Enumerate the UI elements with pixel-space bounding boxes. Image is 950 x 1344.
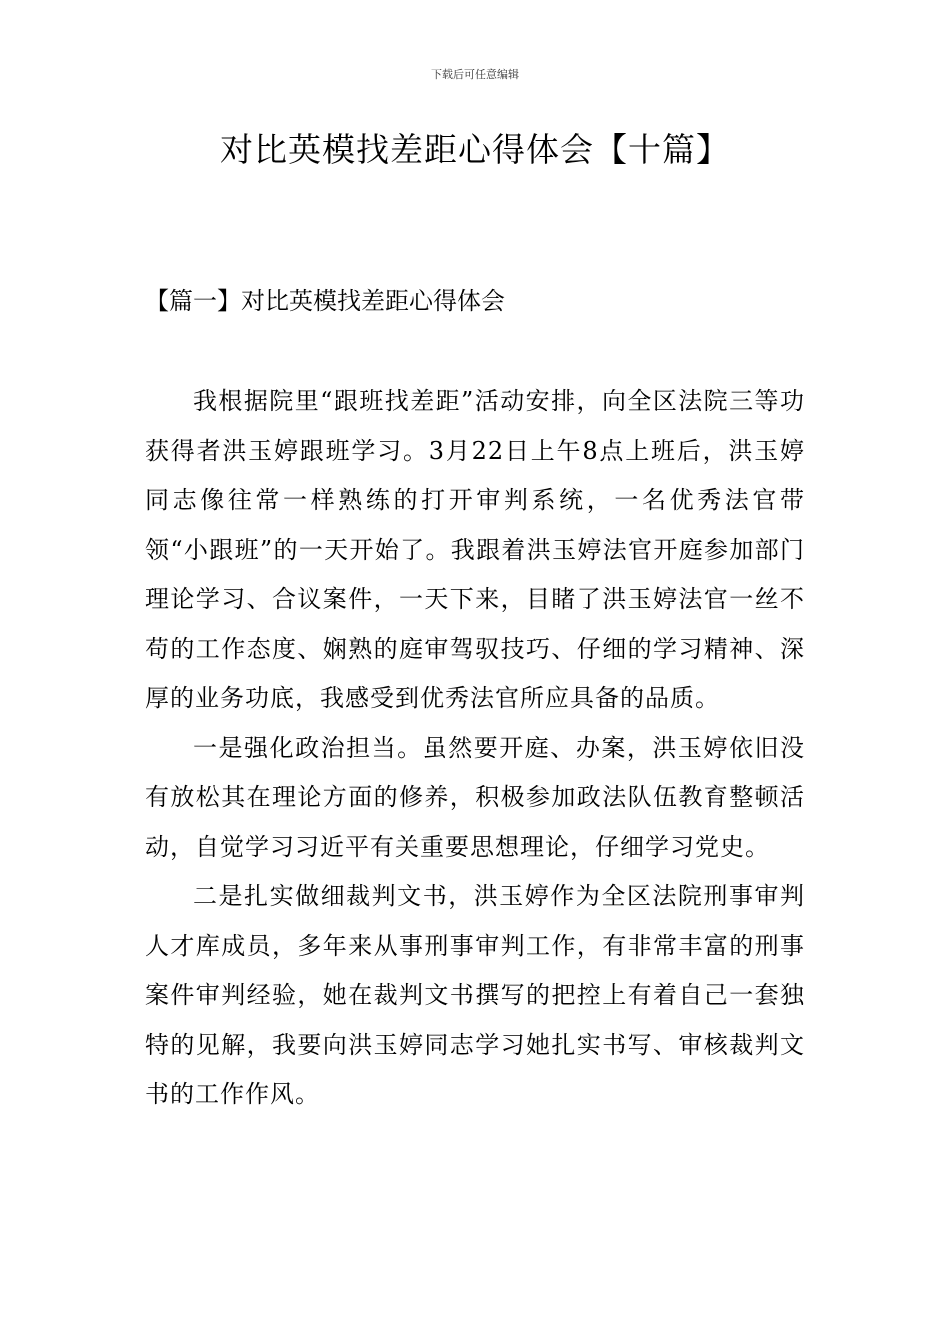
page-header-note: 下载后可任意编辑 [431, 68, 519, 81]
paragraph-2: 一是强化政治担当。虽然要开庭、办案，洪玉婷依旧没有放松其在理论方面的修养，积极参加政法队伍教育整顿活动，自觉学习习近平有关重要思想理论，仔细学习党史。 [145, 733, 805, 861]
document-body [145, 377, 805, 1120]
paragraph-1: 我根据院里“跟班找差距”活动安排，向全区法院三等功获得者洪玉婷跟班学习。3月22日上午8点上班后，洪玉婷同志像往常一样熟练的打开审判系统，一名优秀法官带领“小跟班”的一天开始了。我跟着洪玉婷法官开庭参加部门理论学习、合议案件，一天下来，目睹了洪玉婷法官一丝不苟的工作态度、娴熟的庭审驾驭技巧、仔细的学习精神、深厚的业务功底，我感受到优秀法官所应具备的品质。 [145, 387, 805, 712]
document-title: 对比英模找差距心得体会【十篇】 [220, 130, 730, 169]
paragraph-3: 二是扎实做细裁判文书，洪玉婷作为全区法院刑事审判人才库成员，多年来从事刑事审判工作，有非常丰富的刑事案件审判经验，她在裁判文书撰写的把控上有着自己一套独特的见解，我要向洪玉婷同志学习她扎实书写、审核裁判文书的工作作风。 [145, 882, 805, 1108]
section-heading: 【篇一】对比英模找差距心得体会 [145, 287, 505, 315]
